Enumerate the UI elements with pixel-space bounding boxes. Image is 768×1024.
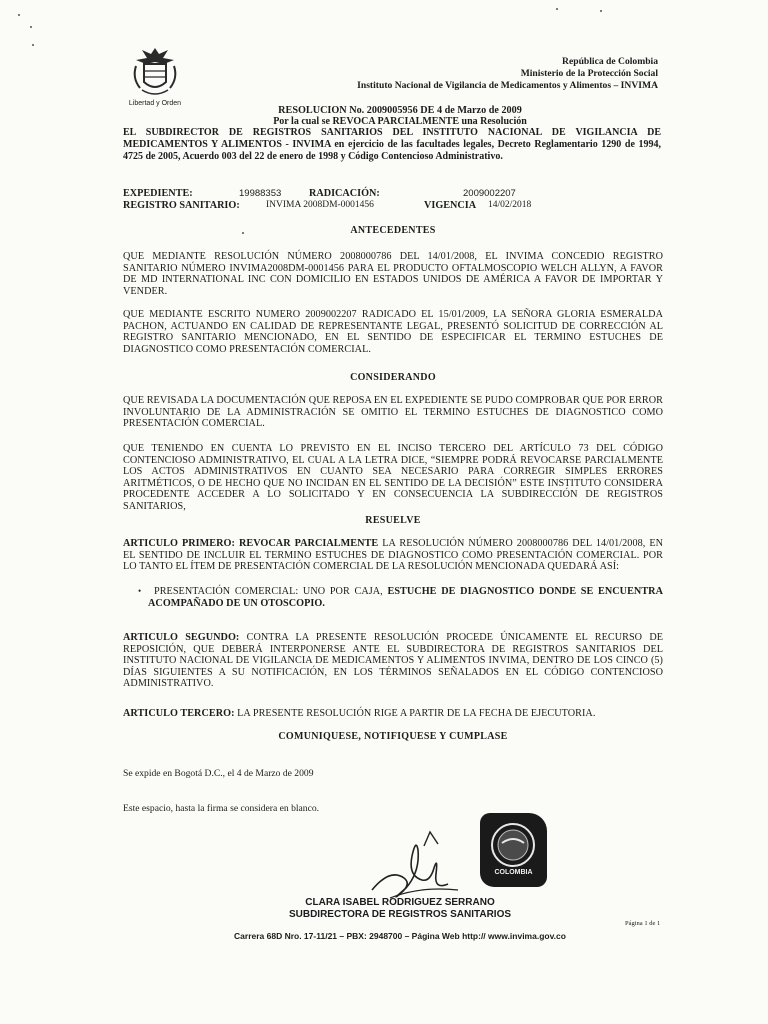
vigencia-label: VIGENCIA (424, 200, 477, 211)
coat-caption: Libertad y Orden (128, 100, 182, 107)
scan-speck (18, 14, 20, 16)
signature-icon (360, 828, 470, 908)
registro-label: REGISTRO SANITARIO: (123, 200, 240, 211)
letterhead (357, 56, 658, 92)
signer-title: SUBDIRECTORA DE REGISTROS SANITARIOS (288, 909, 512, 920)
considerando-paragraph-1: QUE REVISADA LA DOCUMENTACIÓN QUE REPOSA EN EL EXPEDIENTE SE PUDO COMPROBAR QUE POR ERROR INVOLUNTARIO DE LA ADMINISTRACIÓN SE OMITIO EL TERMINO ESTUCHES DE DIAGNOSTICO COMO PRESENTACIÓN COMERCIAL. (123, 395, 663, 430)
preamble (123, 127, 661, 163)
article-3-label: ARTICULO TERCERO: (123, 708, 235, 719)
expediente-label: EXPEDIENTE: (123, 188, 193, 199)
antecedentes-title: ANTECEDENTES (350, 225, 436, 236)
registro-value: INVIMA 2008DM-0001456 (266, 200, 374, 210)
quality-seal-icon (480, 813, 547, 887)
article-2 (123, 632, 663, 690)
blank-space-note: Este espacio, hasta la firma se considera en blanco. (123, 803, 320, 814)
considerando-paragraph-2: QUE TENIENDO EN CUENTA LO PREVISTO EN EL INCISO TERCERO DEL ARTÍCULO 73 DEL CÓDIGO CONTENCIOSO ADMINISTRATIVO, EL CUAL A LA LETRA DICE, “SIEMPRE PODRÁ REVOCARSE PARCIALMENTE LOS ACTOS ADMINISTRATIVOS EN CUANTO SEA NECESARIO PARA CORREGIR SIMPLES ERRORES ARITMÉTICOS, O DE HECHO QUE NO INCIDAN EN EL SENTIDO DE LA DECISIÓN” ESTE INSTITUTO CONSIDERA PROCEDENTE ACCEDER A LO SOLICITADO Y EN CONSECUENCIA LA SUBDIRECCIÓN DE REGISTROS SANITARIOS, (123, 443, 663, 512)
scan-speck (30, 26, 32, 28)
scan-speck (242, 232, 244, 234)
scan-speck (556, 8, 558, 10)
antecedentes-paragraph-1: QUE MEDIANTE RESOLUCIÓN NÚMERO 2008000786 DEL 14/01/2008, EL INVIMA CONCEDIO REGISTRO SANITARIO NÚMERO INVIMA2008DM-0001456 PARA EL PRODUCTO OFTALMOSCOPIO WELCH ALLYN, A FAVOR DE MD INTERNATIONAL INC CON DOMICILIO EN ESTADOS UNIDOS DE AMÉRICA A FAVOR DE IMPORTAR Y VENDER. (123, 251, 663, 297)
article-2-text: CONTRA LA PRESENTE RESOLUCIÓN PROCEDE ÚNICAMENTE EL RECURSO DE REPOSICIÓN, QUE DEBERÁ INTERPONERSE ANTE EL SUBDIRECTORA DE REGISTROS SANITARIOS DEL INSTITUTO NACIONAL DE VIGILANCIA DE MEDICAMENTOS Y ALIMENTOS INVIMA, DENTRO DE LOS CINCO (5) DÍAS SIGUIENTES A SU NOTIFICACIÓN, EN LOS TÉRMINOS SEÑALADOS EN EL CÓDIGO CONTENCIOSO ADMINISTRATIVO. (123, 632, 664, 690)
expediente-value: 19988353 (239, 188, 282, 199)
commercial-presentation-item (138, 586, 663, 609)
coat-of-arms-icon (128, 44, 182, 102)
considerando-title: CONSIDERANDO (350, 372, 436, 383)
article-1-label: ARTICULO PRIMERO: REVOCAR PARCIALMENTE (123, 538, 379, 549)
resuelve-title: RESUELVE (365, 515, 421, 526)
presentation-label: PRESENTACIÓN COMERCIAL: UNO POR CAJA, (154, 586, 383, 597)
bullet-icon: • (138, 586, 142, 596)
institute-name: Instituto Nacional de Vigilancia de Medicamentos y Alimentos – INVIMA (357, 80, 658, 91)
preamble-legal-basis: en ejercicio de las facultades legales, Decreto Reglamentario 1290 de 1994, 4725 de 2005, Acuerdo 003 del 22 de enero de 1998 y Código Contencioso Administrativo. (123, 139, 662, 162)
vigencia-value: 14/02/2018 (488, 200, 532, 210)
radicacion-value: 2009002207 (463, 188, 516, 199)
scan-speck (600, 10, 602, 12)
resolution-subtitle: Por la cual se REVOCA PARCIALMENTE una Resolución (273, 116, 527, 127)
antecedentes-paragraph-2: QUE MEDIANTE ESCRITO NUMERO 2009002207 RADICADO EL 15/01/2009, LA SEÑORA GLORIA ESMERALDA PACHON, ACTUANDO EN CALIDAD DE REPRESENTANTE LEGAL, PRESENTÓ SOLICITUD DE CORRECCIÓN AL REGISTRO SANITARIO MENCIONADO, EN EL SENTIDO DE ESPECIFICAR EL TERMINO ESTUCHES DE DIAGNOSTICO COMO PRESENTACIÓN COMERCIAL. (123, 309, 663, 355)
signer-name: CLARA ISABEL RODRIGUEZ SERRANO (305, 897, 495, 908)
radicacion-label: RADICACIÓN: (309, 188, 380, 199)
comuniquese: COMUNIQUESE, NOTIFIQUESE Y CUMPLASE (278, 731, 508, 742)
resolution-title: RESOLUCION No. 2009005956 DE 4 de Marzo de 2009 (278, 105, 522, 116)
ministry-name: Ministerio de la Protección Social (520, 68, 658, 79)
article-2-label: ARTICULO SEGUNDO: (123, 632, 240, 643)
seal-country: COLOMBIA (494, 869, 533, 876)
article-3-text: LA PRESENTE RESOLUCIÓN RIGE A PARTIR DE LA FECHA DE EJECUTORIA. (234, 708, 596, 719)
issue-date: Se expide en Bogotá D.C., el 4 de Marzo de 2009 (123, 768, 314, 779)
article-3 (123, 708, 663, 720)
article-1 (123, 538, 663, 573)
preamble-authority: EL SUBDIRECTOR DE REGISTROS SANITARIOS DEL INSTITUTO NACIONAL DE VIGILANCIA DE MEDICAMENTOS Y ALIMENTOS - INVIMA (123, 127, 661, 150)
footer-contact: Carrera 68D Nro. 17-11/21 – PBX: 2948700 – Página Web http:// www.invima.gov.co (234, 931, 566, 941)
page-number: Página 1 de 1 (625, 920, 661, 927)
record-fields (123, 188, 663, 214)
republic-name: República de Colombia (562, 56, 658, 67)
scan-speck (32, 44, 34, 46)
article-1-text: LA RESOLUCIÓN NÚMERO 2008000786 DEL 14/01/2008, EN EL SENTIDO DE INCLUIR EL TERMINO ESTUCHES DE DIAGNOSTICO COMO PRESENTACIÓN COMERCIAL. POR LO TANTO EL ÍTEM DE PRESENTACIÓN COMERCIAL DE LA RESOLUCIÓN MENCIONADA QUEDARÁ ASÍ: (123, 538, 663, 573)
presentation-description: ESTUCHE DE DIAGNOSTICO DONDE SE ENCUENTRA ACOMPAÑADO DE UN OTOSCOPIO. (148, 586, 663, 609)
